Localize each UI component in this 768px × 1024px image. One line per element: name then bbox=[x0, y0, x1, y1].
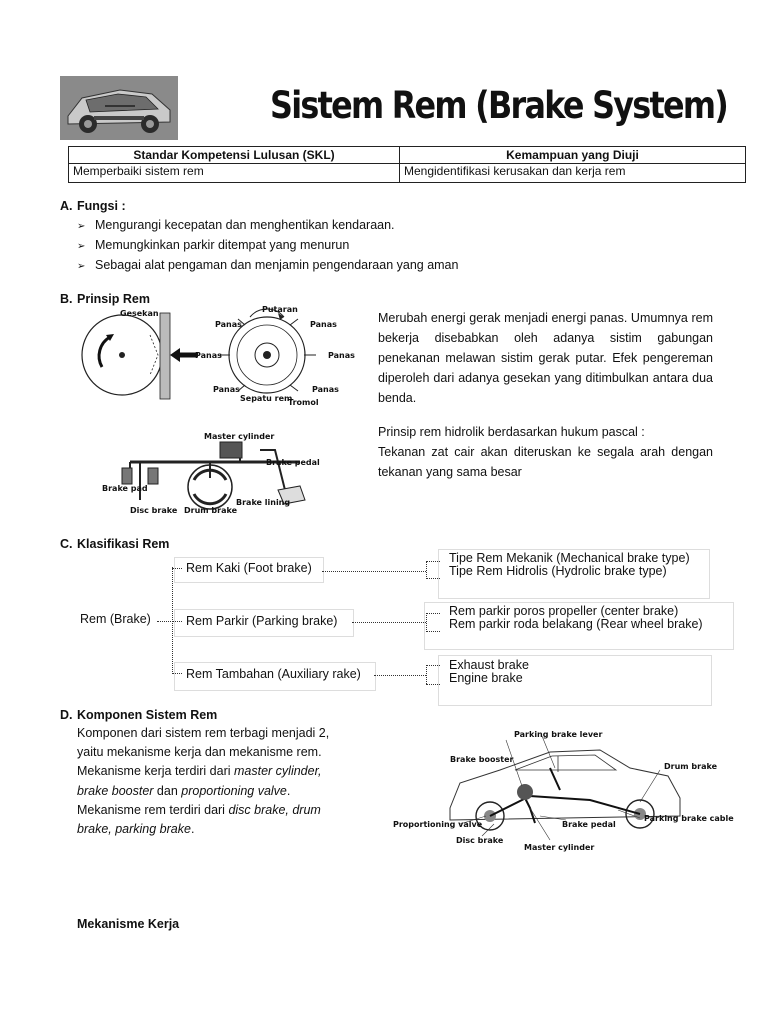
label-brake-pad: Brake pad bbox=[102, 484, 148, 493]
branch-label: Rem Parkir (Parking brake) bbox=[186, 614, 338, 628]
label-disc-brake: Disc brake bbox=[456, 836, 504, 845]
section-b-heading: B. Prinsip Rem bbox=[60, 292, 150, 306]
fungsi-list bbox=[77, 216, 458, 276]
header-car-image bbox=[60, 76, 178, 140]
label-drum-brake: Drum brake bbox=[184, 506, 238, 515]
label-panas-bl: Panas bbox=[213, 385, 240, 394]
arrow-bullet-icon: ➢ bbox=[77, 221, 86, 232]
tree-connector bbox=[426, 665, 427, 684]
tree-connector bbox=[426, 665, 440, 666]
label-brake-pedal: Brake pedal bbox=[562, 820, 616, 829]
klasifikasi-root: Rem (Brake) bbox=[80, 612, 151, 626]
branch-label: Rem Tambahan (Auxiliary rake) bbox=[186, 667, 361, 681]
tree-connector bbox=[426, 613, 440, 614]
tree-connector bbox=[157, 621, 173, 622]
list-item: Exhaust brake bbox=[449, 658, 529, 672]
tree-connector bbox=[374, 675, 426, 676]
list-item: ➢ Mengurangi kecepatan dan menghentikan kendaraan. bbox=[77, 216, 458, 236]
brake-principle-diagram bbox=[80, 305, 360, 410]
items-list bbox=[449, 659, 529, 685]
label-brake-lining: Brake lining bbox=[236, 498, 291, 507]
list-item: ➢ Sebagai alat pengaman dan menjamin pengendaraan yang aman bbox=[77, 256, 458, 276]
list-item: Engine brake bbox=[449, 671, 523, 685]
section-a-heading: A. Fungsi : bbox=[60, 199, 126, 213]
brake-components-diagram bbox=[390, 728, 740, 858]
items-list bbox=[449, 605, 703, 631]
prinsip-paragraph-1: Merubah energi gerak menjadi energi panas. Umumnya rem bekerja disebabkan oleh adanya sistim gabungan penekanan melawan sistim gerak putar. Efek pengereman diperoleh dari adanya gesekan yang ditimbulkan antara dua benda. bbox=[378, 311, 713, 405]
label-panas-l: Panas bbox=[195, 351, 222, 360]
table-cell: Memperbaiki sistem rem bbox=[69, 164, 400, 183]
label-drum-brake: Drum brake bbox=[664, 762, 718, 771]
label-panas-r: Panas bbox=[328, 351, 355, 360]
list-item: Tipe Rem Mekanik (Mechanical brake type) bbox=[449, 551, 690, 565]
section-c-heading: C. Klasifikasi Rem bbox=[60, 537, 170, 551]
label-brake-pedal: Brake pedal bbox=[266, 458, 320, 467]
tree-connector bbox=[352, 622, 426, 623]
mekanisme-kerja-heading: Mekanisme Kerja bbox=[77, 917, 180, 931]
label-master-cylinder: Master cylinder bbox=[204, 432, 275, 441]
label-parking-brake-lever: Parking brake lever bbox=[514, 730, 603, 739]
items-list bbox=[449, 552, 690, 578]
label-panas-tr: Panas bbox=[310, 320, 337, 329]
label-tromol: Tromol bbox=[288, 398, 319, 407]
table-header: Standar Kompetensi Lulusan (SKL) bbox=[69, 147, 400, 164]
komponen-paragraph: Komponen dari sistem rem terbagi menjadi 2, yaitu mekanisme kerja dan mekanisme rem. Mekanisme kerja terdiri dari master cylinder, brake booster dan proportioning valve. Mekanisme rem terdiri dari disc brake, drum brake, parking brake. bbox=[77, 726, 330, 837]
arrow-bullet-icon: ➢ bbox=[77, 241, 86, 252]
tree-connector bbox=[426, 631, 440, 632]
label-parking-brake-cable: Parking brake cable bbox=[644, 814, 734, 823]
label-panas-tl: Panas bbox=[215, 320, 242, 329]
list-item: Rem parkir roda belakang (Rear wheel brake) bbox=[449, 617, 703, 631]
hydraulic-brake-diagram bbox=[100, 430, 340, 520]
list-item: Rem parkir poros propeller (center brake) bbox=[449, 604, 679, 618]
table-cell: Mengidentifikasi kerusakan dan kerja rem bbox=[400, 164, 746, 183]
label-proportioning-valve: Proportioning valve bbox=[393, 820, 483, 829]
arrow-bullet-icon: ➢ bbox=[77, 261, 86, 272]
tree-connector bbox=[426, 684, 440, 685]
label-brake-booster: Brake booster bbox=[450, 755, 514, 764]
label-disc-brake: Disc brake bbox=[130, 506, 178, 515]
table-header: Kemampuan yang Diuji bbox=[400, 147, 746, 164]
label-gesekan: Gesekan bbox=[120, 309, 159, 318]
skl-table bbox=[68, 146, 746, 183]
label-putaran: Putaran bbox=[262, 305, 298, 314]
label-master-cylinder: Master cylinder bbox=[524, 843, 595, 852]
section-d-heading: D. Komponen Sistem Rem bbox=[60, 708, 218, 722]
list-item: Tipe Rem Hidrolis (Hydrolic brake type) bbox=[449, 564, 667, 578]
tree-connector bbox=[426, 578, 440, 579]
label-panas-br: Panas bbox=[312, 385, 339, 394]
tree-connector bbox=[322, 571, 426, 572]
list-item: ➢ Memungkinkan parkir ditempat yang menurun bbox=[77, 236, 458, 256]
prinsip-paragraph-2: Prinsip rem hidrolik berdasarkan hukum pascal : Tekanan zat cair akan diteruskan ke segala arah dengan tekanan yang sama besar bbox=[378, 425, 713, 479]
branch-label: Rem Kaki (Foot brake) bbox=[186, 561, 312, 575]
tree-connector bbox=[426, 561, 440, 562]
label-sepatu-rem: Sepatu rem bbox=[240, 394, 293, 403]
page-title: Sistem Rem (Brake System) bbox=[270, 84, 728, 127]
tree-connector bbox=[426, 561, 427, 579]
